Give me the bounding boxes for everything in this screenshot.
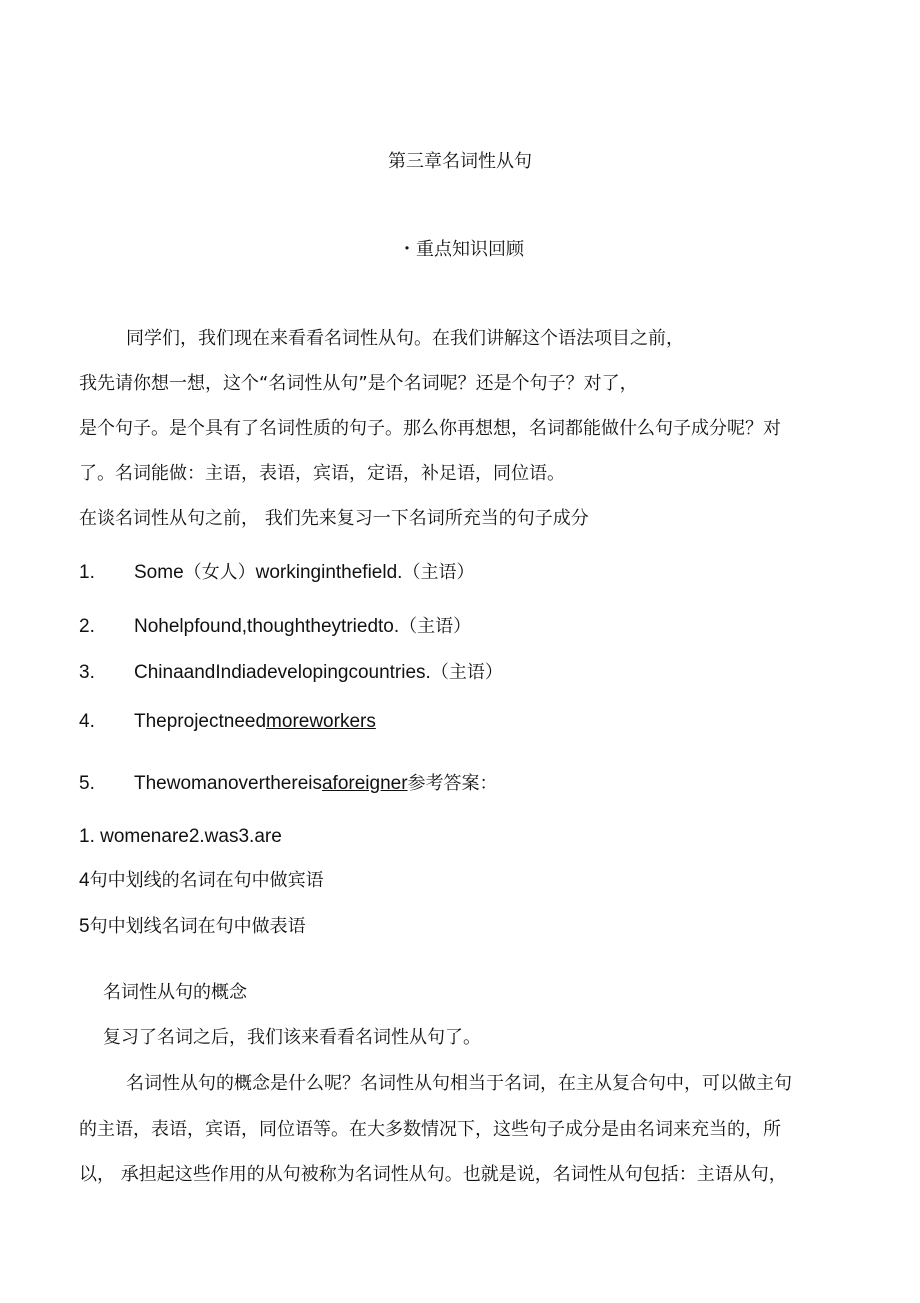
exercise-role: （主语）	[399, 616, 472, 637]
exercise-number: 4.	[79, 711, 95, 732]
exercise-underlined-text: moreworkers	[266, 711, 376, 732]
exercise-item-5	[79, 771, 498, 797]
answer-number: 5	[79, 916, 90, 937]
exercise-number: 3.	[79, 662, 95, 683]
concept-line-2: 名词性从句的概念是什么呢？名词性从句相当于名词，在主从复合句中，可以做主句	[126, 1073, 792, 1094]
intro-line-1: 同学们，我们现在来看看名词性从句。在我们讲解这个语法项目之前，	[126, 328, 684, 349]
exercise-number: 5.	[79, 773, 95, 794]
exercise-item-1	[79, 560, 474, 586]
concept-line-1: 复习了名词之后，我们该来看看名词性从句了。	[103, 1027, 481, 1048]
answer-text: 句中划线名词在句中做表语	[89, 916, 306, 937]
exercise-number: 2.	[79, 616, 95, 637]
answers-line-2	[79, 869, 324, 893]
answer-number: 4	[79, 870, 90, 891]
answers-line-1: 1. womenare2.was3.are	[79, 826, 282, 847]
intro-line-3: 是个句子。是个具有了名词性质的句子。那么你再想想，名词都能做什么句子成分呢？对	[79, 418, 781, 439]
exercise-text: ChinaandIndiadevelopingcountries.	[134, 662, 431, 683]
answers-line-3	[79, 915, 306, 939]
chapter-title: 第三章名词性从句	[388, 151, 532, 172]
intro-line-4: 了。名词能做：主语，表语，宾语，定语，补足语，同位语。	[79, 463, 565, 484]
exercise-role: （主语）	[430, 662, 503, 683]
answer-text: 句中划线的名词在句中做宾语	[89, 870, 324, 891]
intro-line-2: 我先请你想一想，这个“名词性从句”是个名词呢？还是个句子？对了，	[79, 373, 638, 394]
exercise-text: Nohelpfound,thoughtheytriedto.	[134, 616, 400, 637]
exercise-hint: （女人）	[183, 562, 256, 583]
exercise-role: （主语）	[402, 562, 475, 583]
concept-heading: 名词性从句的概念	[103, 982, 247, 1003]
concept-line-3: 的主语，表语，宾语，同位语等。在大多数情况下，这些句子成分是由名词来充当的，所	[79, 1119, 781, 1140]
exercise-underlined-text: aforeigner	[321, 773, 408, 794]
exercise-text: workinginthefield.	[255, 562, 403, 583]
exercise-item-3	[79, 660, 503, 686]
answer-key-label: 参考答案：	[407, 773, 498, 794]
exercise-text: Thewomanoverthereis	[134, 773, 322, 794]
exercise-number: 1.	[79, 562, 95, 583]
exercise-text: Some	[134, 562, 184, 583]
section-subtitle: ・重点知识回顾	[398, 239, 524, 260]
intro-line-5: 在谈名词性从句之前， 我们先来复习一下名词所充当的句子成分	[79, 508, 589, 529]
exercise-item-2	[79, 614, 471, 640]
exercise-item-4	[79, 709, 376, 735]
exercise-text: Theprojectneed	[134, 711, 267, 732]
concept-line-4: 以， 承担起这些作用的从句被称为名词性从句。也就是说，名词性从句包括：主语从句，	[79, 1164, 787, 1185]
